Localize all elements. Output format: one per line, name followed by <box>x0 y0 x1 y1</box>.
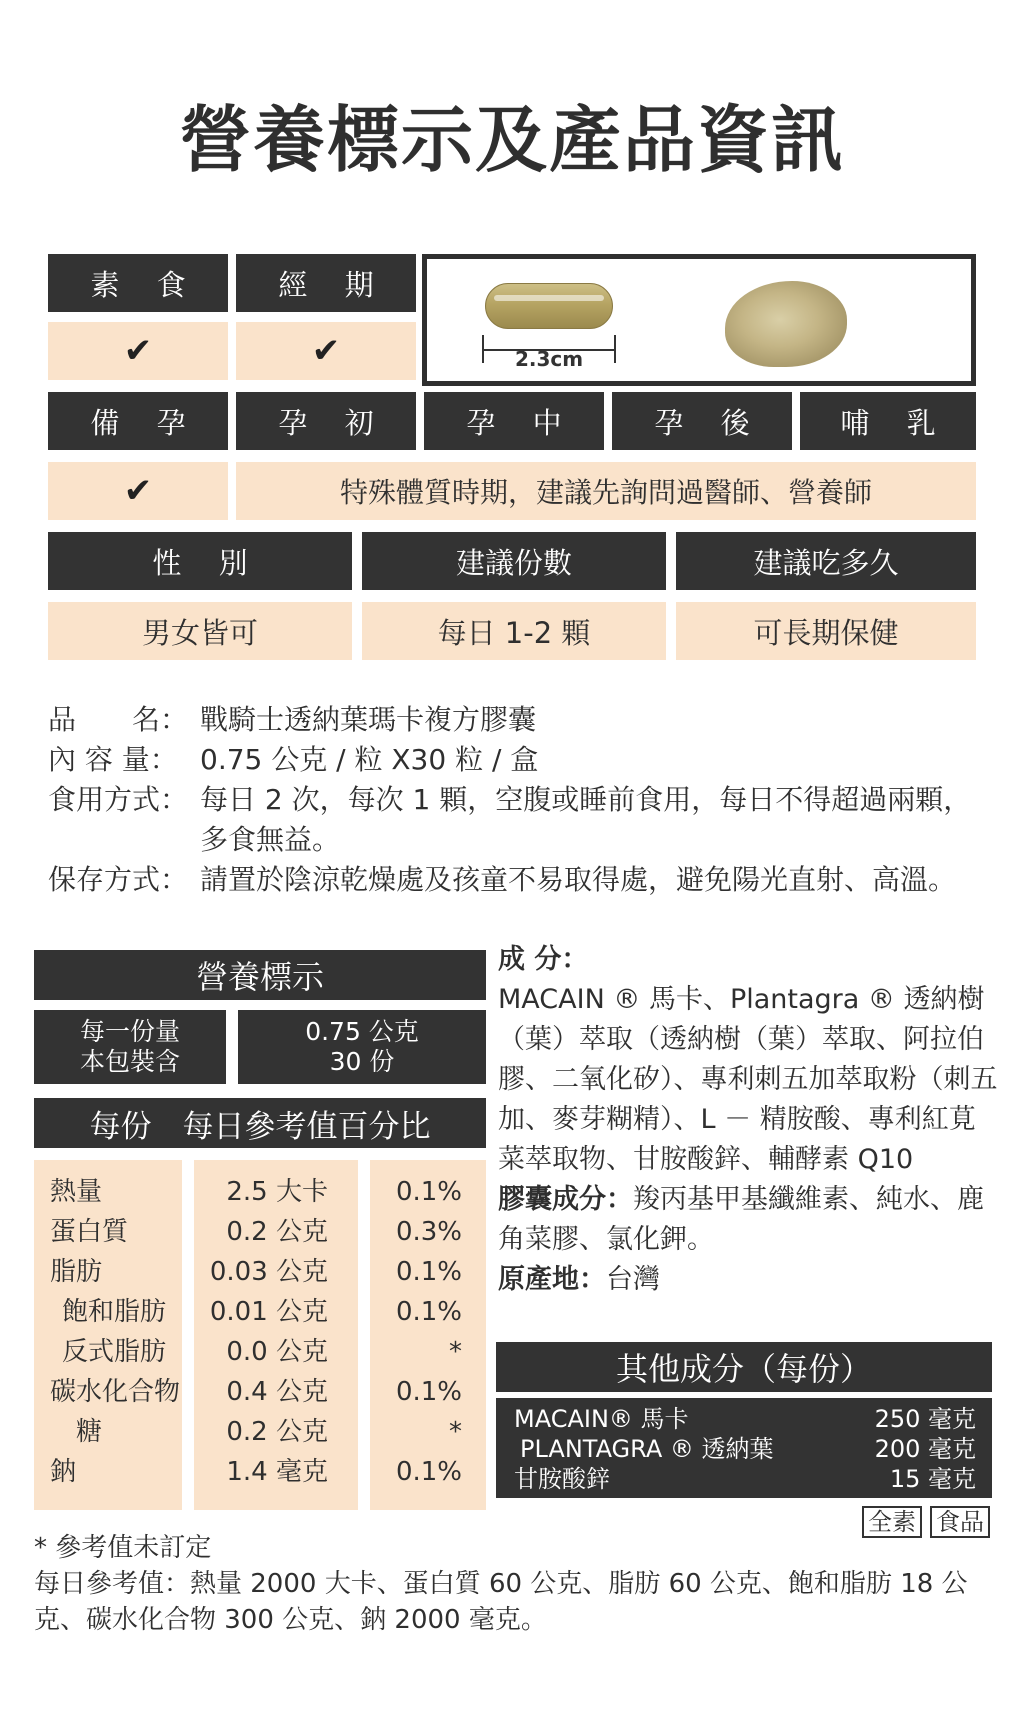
nutrient-percent: 0.1% <box>395 1377 462 1407</box>
capsule-ingredients-label: 膠囊成分： <box>498 1184 633 1215</box>
dose-header: 建議份數 <box>362 532 666 590</box>
capsule-size-label: 2.3cm <box>514 347 584 371</box>
product-content: 0.75 公克 / 粒 X30 粒 / 盒 <box>200 743 539 776</box>
footnotes <box>34 1530 994 1638</box>
nutrient-name: 糖 <box>76 1417 103 1447</box>
nutrient-amount: 2.5 大卡 <box>226 1177 328 1207</box>
daily-reference-note: 每日參考值：熱量 2000 大卡、蛋白質 60 公克、脂肪 60 公克、飽和脂肪 18 公克、碳水化合物 300 公克、鈉 2000 毫克。 <box>34 1569 968 1635</box>
product-usage: 每日 2 次，每次 1 顆，空腹或睡前食用，每日不得超過兩顆，多食無益。 <box>200 783 972 856</box>
servings-per-package-label: 本包裝含 <box>79 1047 180 1076</box>
food-badge: 食品 <box>930 1506 990 1538</box>
nutrient-name: 反式脂肪 <box>62 1337 167 1367</box>
nutrient-amount: 1.4 毫克 <box>226 1457 328 1487</box>
nutrient-name: 碳水化合物 <box>50 1377 181 1407</box>
nutrient-percent: 0.1% <box>395 1257 462 1287</box>
special-note: 特殊體質時期，建議先詢問過醫師、營養師 <box>236 462 976 520</box>
nutrient-amounts-column <box>194 1160 358 1510</box>
duration-value: 可長期保健 <box>676 602 976 660</box>
servings-per-package-value: 30 份 <box>329 1047 395 1076</box>
list-item <box>514 1464 976 1494</box>
other-ingredient-name: MACAIN® 馬卡 <box>514 1405 689 1433</box>
pre-pregnancy-header: 備 孕 <box>48 392 228 450</box>
duration-header: 建議吃多久 <box>676 532 976 590</box>
nutrient-percent: * <box>449 1417 462 1447</box>
nutrient-percent: 0.1% <box>395 1297 462 1327</box>
origin <box>498 1260 998 1300</box>
gender-value: 男女皆可 <box>48 602 352 660</box>
product-info <box>48 700 980 900</box>
nutrient-amount: 0.4 公克 <box>226 1377 328 1407</box>
per-serving-header: 每份 每日參考值百分比 <box>34 1098 486 1148</box>
menstrual-header: 經 期 <box>236 254 416 312</box>
nutrient-percent: 0.1% <box>395 1457 462 1487</box>
vegan-badge: 全素 <box>862 1506 922 1538</box>
vegetarian-header: 素 食 <box>48 254 228 312</box>
check-icon: ✔ <box>123 471 153 511</box>
nutrient-name: 脂肪 <box>50 1257 103 1287</box>
info-key: 保存方式： <box>48 863 189 896</box>
nutrient-percent: * <box>449 1337 462 1367</box>
check-icon: ✔ <box>123 331 153 371</box>
nutrient-percent: 0.3% <box>395 1217 462 1247</box>
product-name: 戰騎士透納葉瑪卡複方膠囊 <box>200 703 537 736</box>
nutrition-title: 營養標示 <box>34 950 486 1000</box>
nutrient-percent-column <box>370 1160 486 1510</box>
serving-size-label: 每一份量 <box>79 1017 180 1046</box>
nutrient-name: 蛋白質 <box>50 1217 129 1247</box>
nutrient-amount: 0.01 公克 <box>209 1297 328 1327</box>
vegetarian-check-cell <box>48 322 228 380</box>
other-ingredient-value: 250 毫克 <box>874 1405 976 1433</box>
info-key: 品 名： <box>48 703 189 736</box>
page-title: 營養標示及產品資訊 <box>173 104 851 176</box>
page-title-wrap <box>0 98 1024 182</box>
info-row-name <box>48 700 980 740</box>
breastfeeding-header: 哺 乳 <box>800 392 976 450</box>
ingredients-block <box>498 940 998 1300</box>
info-row-usage <box>48 780 980 860</box>
late-pregnancy-header: 孕 後 <box>612 392 792 450</box>
powder-image <box>725 281 847 367</box>
list-item <box>514 1434 976 1464</box>
menstrual-check-cell <box>236 322 416 380</box>
ingredients-text: MACAIN ® 馬卡、Plantagra ® 透納樹（葉）萃取（透納樹（葉）萃取、阿拉伯膠、二氧化矽）、專利刺五加萃取粉（刺五加、麥芽糊精）、L － 精胺酸、專利紅莧菜萃取物、甘胺酸鋅、輔酵素 Q10 <box>498 984 998 1175</box>
nutrient-percent: 0.1% <box>395 1177 462 1207</box>
product-image-box <box>422 254 976 386</box>
other-ingredient-value: 200 毫克 <box>874 1435 976 1463</box>
other-ingredient-name: PLANTAGRA ® 透納葉 <box>520 1435 774 1463</box>
capsule-ingredients-text: 羧丙基甲基纖維素、純水、鹿角菜膠、氯化鉀。 <box>498 1184 984 1255</box>
capsule-image <box>485 283 613 329</box>
other-ingredients-list <box>496 1398 992 1498</box>
nutrient-names-column <box>34 1160 182 1510</box>
check-icon: ✔ <box>311 331 341 371</box>
other-ingredients-title: 其他成分（每份） <box>496 1342 992 1392</box>
nutrient-amount: 0.2 公克 <box>226 1217 328 1247</box>
list-item <box>514 1404 976 1434</box>
origin-value: 台灣 <box>606 1264 660 1295</box>
serving-size-value: 0.75 公克 <box>305 1017 419 1046</box>
nutrient-amount: 0.2 公克 <box>226 1417 328 1447</box>
info-row-content <box>48 740 980 780</box>
dose-value: 每日 1-2 顆 <box>362 602 666 660</box>
capsule-ingredients <box>498 1180 998 1260</box>
info-key: 內 容 量： <box>48 743 178 776</box>
nutrient-amount: 0.03 公克 <box>209 1257 328 1287</box>
other-ingredient-name: 甘胺酸鋅 <box>514 1465 610 1493</box>
early-pregnancy-header: 孕 初 <box>236 392 416 450</box>
nutrient-name: 熱量 <box>50 1177 103 1207</box>
info-key: 食用方式： <box>48 783 189 816</box>
other-ingredient-value: 15 毫克 <box>889 1465 976 1493</box>
dimension-tick-right <box>614 335 616 363</box>
gender-header: 性 別 <box>48 532 352 590</box>
asterisk-note: * 參考值未訂定 <box>34 1533 212 1563</box>
serving-values <box>238 1010 486 1084</box>
pre-pregnancy-check-cell <box>48 462 228 520</box>
product-storage: 請置於陰涼乾燥處及孩童不易取得處，避免陽光直射、高溫。 <box>200 863 957 896</box>
mid-pregnancy-header: 孕 中 <box>424 392 604 450</box>
nutrient-amount: 0.0 公克 <box>226 1337 328 1367</box>
info-row-storage <box>48 860 980 900</box>
serving-labels <box>34 1010 226 1084</box>
nutrient-name: 飽和脂肪 <box>62 1297 167 1327</box>
nutrient-name: 鈉 <box>50 1457 77 1487</box>
origin-label: 原產地： <box>498 1264 606 1295</box>
ingredients-label: 成 分： <box>498 944 589 975</box>
